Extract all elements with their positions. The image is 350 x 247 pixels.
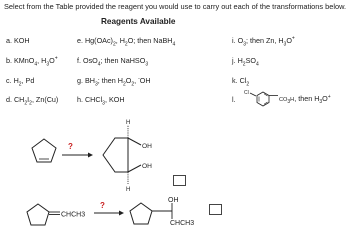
question-mark-1: ? <box>68 142 73 151</box>
alcohol-structure <box>130 203 172 224</box>
reagent-b: b. KMnO$_4$, $H_3O^+$ <box>6 55 58 68</box>
reagent-c: c. $H_2$, Pd <box>6 76 35 88</box>
reaction-arrow-2 <box>94 211 124 216</box>
reagent-f: f. OsO$_4$; then NaHSO$_3$ <box>77 56 149 68</box>
reagent-i: i. $O_3$; then Zn, $H_3O^+$ <box>232 35 295 48</box>
reaction-arrow-1 <box>62 153 93 158</box>
chch3-left-label: CHCH3 <box>61 211 86 219</box>
chloro-label: Cl <box>244 90 249 96</box>
reagents-heading: Reagents Available <box>101 17 176 26</box>
question-mark-2: ? <box>100 201 105 210</box>
h-top-label: H <box>126 120 131 126</box>
transformation-2 <box>0 195 350 247</box>
instructions: Select from the Table provided the reagent you would use to carry out each of the transformations below. <box>4 2 347 11</box>
answer-box-2[interactable] <box>209 204 222 215</box>
oh-bottom-label: OH <box>142 163 152 170</box>
oh-label: OH <box>168 197 179 204</box>
chch3-right-label: CHCH3 <box>170 220 195 227</box>
oh-top-label: OH <box>142 143 152 150</box>
reagent-d: d. $CH_2I_2$, Zn(Cu) <box>6 95 59 107</box>
reagent-k: k. $Cl_2$ <box>232 76 250 88</box>
reagent-l-suffix: $CO_3H$, then $H_3O^+$ <box>279 94 331 106</box>
answer-box-1[interactable] <box>173 175 186 186</box>
h-bottom-label: H <box>126 187 131 193</box>
reagent-l-prefix: l. <box>232 95 236 104</box>
reagent-j: j. $H_2SO_4$ <box>232 56 259 68</box>
reagent-h: h. CHCl$_3$, KOH <box>77 95 125 107</box>
cyclopentene-structure <box>32 139 56 162</box>
reagent-e: e. $Hg(OAc)_2$, $H_2O$; then NaBH$_4$ <box>77 36 176 48</box>
reagent-a: a. KOH <box>6 36 30 45</box>
diol-structure <box>103 125 141 184</box>
reagent-g: g. $BH_3$; then $H_2O_2$, -OH <box>77 75 151 88</box>
alkene-structure <box>27 204 60 225</box>
